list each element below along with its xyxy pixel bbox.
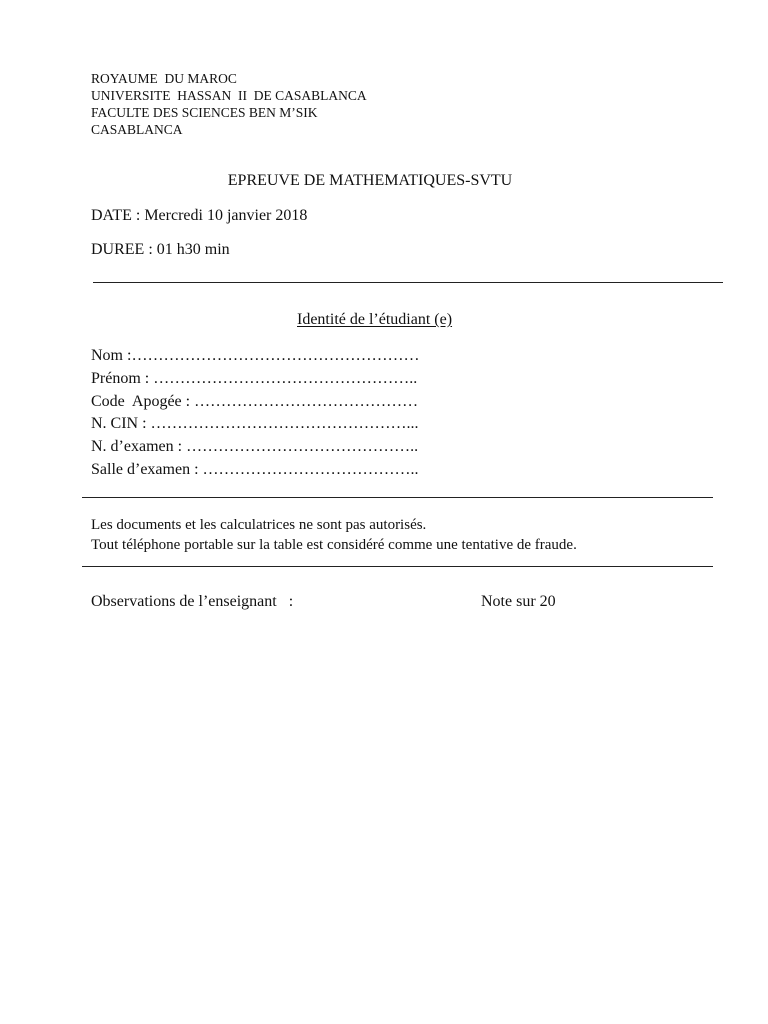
divider-top: [93, 282, 723, 283]
field-code-apogee: Code Apogée : ……………………………………: [91, 392, 419, 410]
exam-date: DATE : Mercredi 10 janvier 2018: [91, 207, 308, 224]
divider-middle: [82, 497, 713, 498]
identity-section-title: Identité de l’étudiant (e): [297, 311, 453, 328]
exam-title: [0, 172, 768, 190]
field-prenom: Prénom : …………………………………………..: [91, 369, 418, 387]
header-line-country: ROYAUME DU MAROC: [91, 71, 237, 86]
divider-bottom: [82, 566, 713, 567]
header-line-city: CASABLANCA: [91, 122, 183, 137]
header-line-university: UNIVERSITE HASSAN II DE CASABLANCA: [91, 88, 367, 103]
grade-label: Note sur 20: [481, 593, 556, 610]
header-line-faculty: FACULTE DES SCIENCES BEN M’SIK: [91, 105, 318, 120]
institution-header: [91, 70, 367, 138]
exam-rules: [91, 515, 577, 555]
field-salle-examen: Salle d’examen : …………………………………..: [91, 460, 419, 478]
field-numero-examen: N. d’examen : ……………………………………..: [91, 438, 419, 456]
teacher-observations-label: Observations de l’enseignant :: [91, 593, 294, 610]
rule-phones: Tout téléphone portable sur la table est considéré comme une tentative de fraude.: [91, 537, 577, 553]
rule-documents: Les documents et les calculatrices ne sont pas autorisés.: [91, 517, 427, 533]
exam-duration: DUREE : 01 h30 min: [91, 241, 230, 258]
field-nom: Nom :………………………………………………: [91, 347, 420, 364]
identity-fields: [91, 345, 419, 482]
exam-title-text: EPREUVE DE MATHEMATIQUES-SVTU: [227, 172, 513, 189]
field-cin: N. CIN : …………………………………………...: [91, 415, 419, 433]
